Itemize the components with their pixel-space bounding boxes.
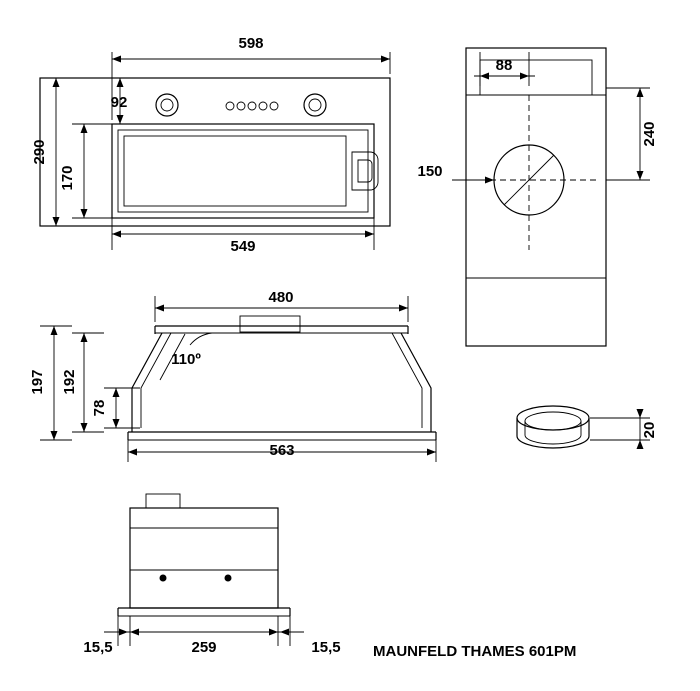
model-title: MAUNFELD THAMES 601PM: [373, 643, 577, 660]
duct-collar-view: [517, 406, 658, 449]
dim-150: 150: [417, 163, 443, 180]
dim-110deg: 110º: [171, 351, 201, 368]
dim-480: 480: [268, 289, 294, 306]
dim-78: 78: [91, 399, 108, 417]
dim-15-5-left: 15,5: [83, 639, 113, 656]
dim-20: 20: [641, 421, 658, 439]
dim-598: 598: [238, 35, 264, 52]
dim-563: 563: [269, 442, 295, 459]
dim-88: 88: [495, 57, 513, 74]
side-view: [83, 494, 340, 656]
front-view: [31, 35, 390, 255]
dim-549: 549: [230, 238, 256, 255]
dim-259: 259: [191, 639, 217, 656]
dim-290: 290: [31, 139, 48, 165]
dim-170: 170: [59, 165, 76, 191]
dim-92: 92: [110, 94, 128, 111]
dim-197: 197: [29, 369, 46, 395]
dim-15-5-right: 15,5: [311, 639, 341, 656]
plan-view: [417, 48, 658, 346]
section-view: [29, 289, 436, 462]
dim-240: 240: [641, 121, 658, 147]
dim-192: 192: [61, 369, 78, 395]
